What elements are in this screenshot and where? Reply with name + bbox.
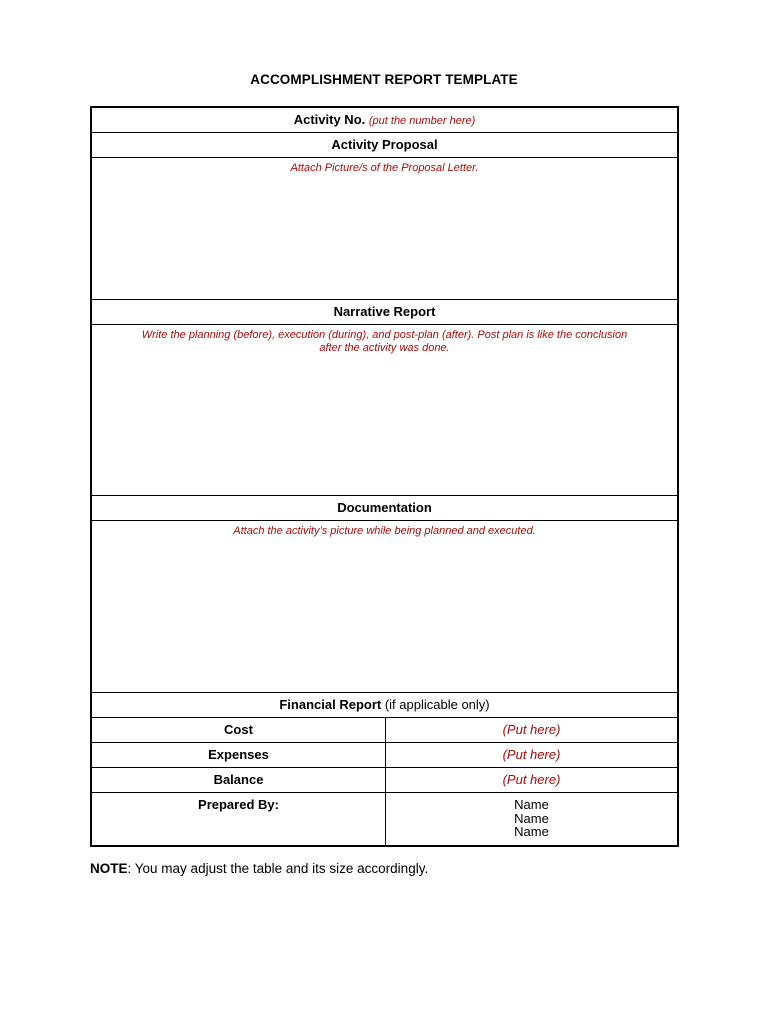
financial-heading	[92, 693, 677, 718]
prepared-by-row	[92, 793, 677, 845]
expenses-label: Expenses	[92, 743, 386, 767]
proposal-instruction: Attach Picture/s of the Proposal Letter.	[290, 162, 479, 174]
financial-row-expenses	[92, 743, 677, 768]
financial-heading-label: Financial Report	[279, 697, 382, 712]
prepared-by-name: Name	[514, 797, 549, 812]
note-label: NOTE	[90, 861, 128, 876]
narrative-heading: Narrative Report	[92, 300, 677, 325]
balance-value: (Put here)	[502, 772, 561, 787]
balance-label: Balance	[92, 768, 386, 792]
financial-row-balance	[92, 768, 677, 793]
narrative-section	[92, 325, 677, 496]
proposal-heading: Activity Proposal	[92, 133, 677, 158]
document-title: ACCOMPLISHMENT REPORT TEMPLATE	[250, 72, 518, 87]
cost-value: (Put here)	[502, 722, 561, 737]
prepared-by-name: Name	[514, 810, 549, 826]
prepared-by-name: Name	[514, 824, 549, 839]
prepared-by-label: Prepared By:	[92, 793, 386, 845]
documentation-section	[92, 521, 677, 693]
activity-number-label: Activity No.	[293, 112, 366, 127]
note-text: : You may adjust the table and its size accordingly.	[127, 861, 429, 876]
report-table	[90, 106, 679, 847]
financial-row-cost	[92, 718, 677, 743]
expenses-value: (Put here)	[502, 747, 561, 762]
financial-heading-qualifier: (if applicable only)	[384, 697, 490, 712]
activity-number-hint: (put the number here)	[368, 115, 476, 127]
narrative-instruction: Write the planning (before), execution (during), and post-plan (after). Post plan is like the conclusion after the activity was done.	[141, 329, 628, 354]
footer-note	[90, 861, 428, 876]
proposal-section	[92, 158, 677, 300]
documentation-instruction: Attach the activity’s picture while being planned and executed.	[233, 525, 536, 537]
activity-number-row	[92, 108, 677, 133]
prepared-by-names	[386, 793, 677, 845]
documentation-heading: Documentation	[92, 496, 677, 521]
cost-label: Cost	[92, 718, 386, 742]
